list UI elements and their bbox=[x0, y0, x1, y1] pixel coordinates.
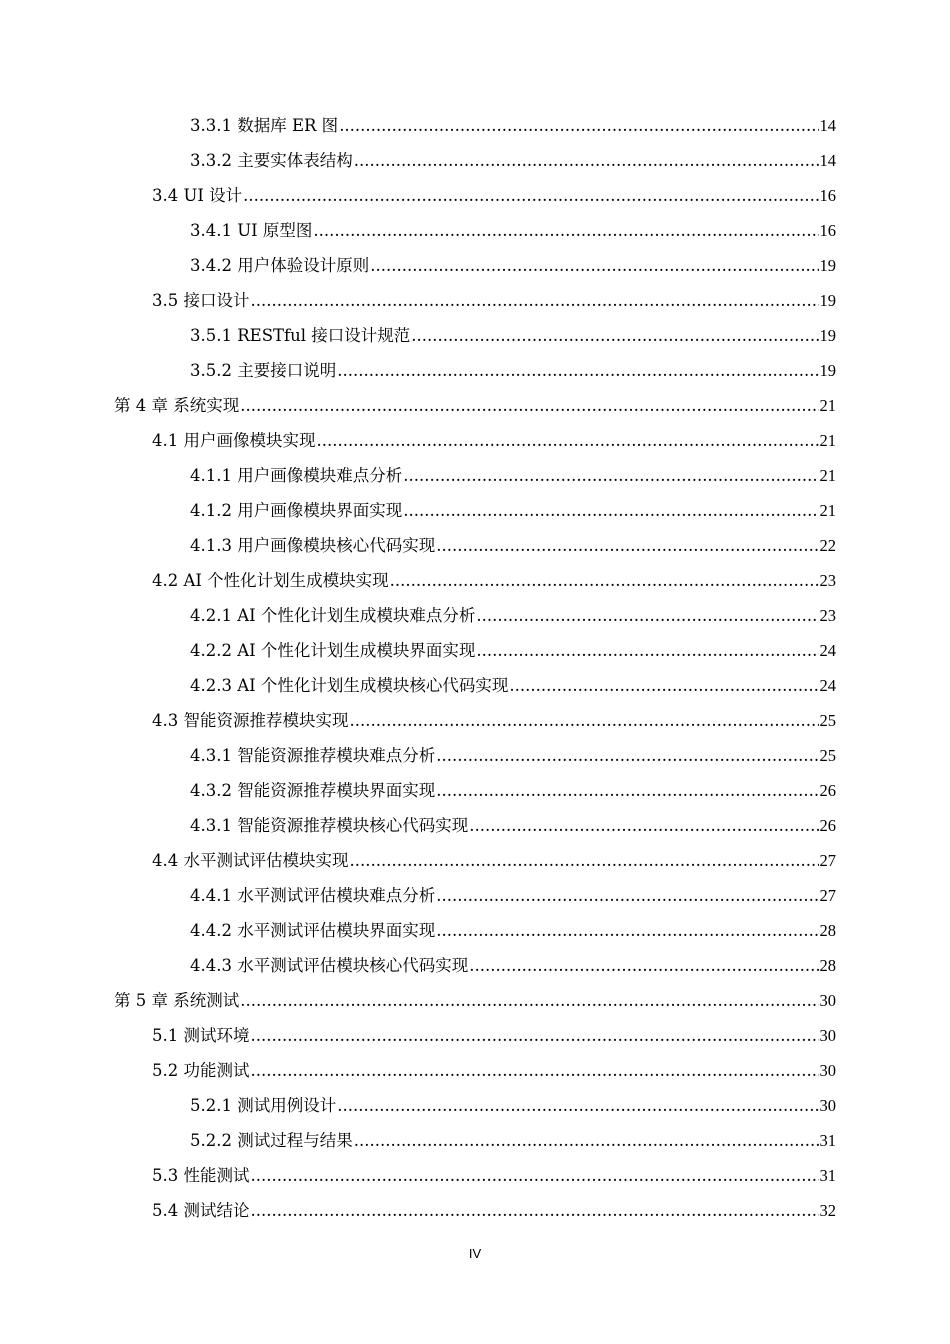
toc-entry-page: 19 bbox=[819, 291, 836, 310]
dot-leader bbox=[251, 1193, 819, 1228]
toc-entry-title: 4.1 用户画像模块实现 bbox=[152, 431, 316, 450]
toc-entry-title: 4.3 智能资源推荐模块实现 bbox=[152, 711, 349, 730]
toc-entry[interactable] bbox=[0, 633, 950, 668]
toc-entry-title: 4.3.2 智能资源推荐模块界面实现 bbox=[190, 781, 436, 800]
toc-entry-title: 5.2 功能测试 bbox=[152, 1061, 250, 1080]
toc-entry[interactable] bbox=[0, 1088, 950, 1123]
toc-entry-title: 4.4.1 水平测试评估模块难点分析 bbox=[190, 886, 436, 905]
toc-entry-title: 4.1.1 用户画像模块难点分析 bbox=[190, 466, 403, 485]
dot-leader bbox=[476, 633, 818, 668]
toc-entry[interactable] bbox=[0, 878, 950, 913]
toc-entry-page: 31 bbox=[819, 1131, 836, 1150]
toc-entry[interactable] bbox=[0, 108, 950, 143]
dot-leader bbox=[436, 878, 818, 913]
toc-entry-title: 5.2.1 测试用例设计 bbox=[190, 1096, 337, 1115]
dot-leader bbox=[469, 948, 818, 983]
toc-entry-title: 4.3.1 智能资源推荐模块核心代码实现 bbox=[190, 816, 469, 835]
toc-entry-title: 3.4.1 UI 原型图 bbox=[190, 221, 313, 240]
toc-entry[interactable] bbox=[0, 178, 950, 213]
toc-entry-title: 4.1.2 用户画像模块界面实现 bbox=[190, 501, 403, 520]
toc-entry-page: 30 bbox=[819, 1096, 836, 1115]
toc-entry-title: 4.4.2 水平测试评估模块界面实现 bbox=[190, 921, 436, 940]
dot-leader bbox=[240, 388, 818, 423]
toc-entry[interactable] bbox=[0, 738, 950, 773]
toc-entry-page: 26 bbox=[819, 816, 836, 835]
dot-leader bbox=[469, 808, 818, 843]
toc-entry-title: 5.1 测试环境 bbox=[152, 1026, 250, 1045]
toc-entry-title: 4.3.1 智能资源推荐模块难点分析 bbox=[190, 746, 436, 765]
toc-entry-page: 30 bbox=[819, 1061, 836, 1080]
toc-entry-title: 3.3.1 数据库 ER 图 bbox=[190, 116, 339, 135]
toc-entry-title: 第 5 章 系统测试 bbox=[114, 991, 240, 1010]
dot-leader bbox=[317, 423, 819, 458]
toc-entry[interactable] bbox=[0, 913, 950, 948]
page-number: IV bbox=[468, 1246, 482, 1261]
toc-entry-title: 5.3 性能测试 bbox=[152, 1166, 250, 1185]
toc-entry[interactable] bbox=[0, 528, 950, 563]
dot-leader bbox=[390, 563, 819, 598]
toc-entry-page: 30 bbox=[819, 991, 836, 1010]
dot-leader bbox=[251, 1158, 819, 1193]
toc-entry-page: 25 bbox=[819, 711, 836, 730]
toc-entry[interactable] bbox=[0, 1193, 950, 1228]
toc-entry[interactable] bbox=[0, 353, 950, 388]
toc-entry[interactable] bbox=[0, 563, 950, 598]
toc-entry-page: 32 bbox=[819, 1201, 836, 1220]
toc-entry[interactable] bbox=[0, 423, 950, 458]
dot-leader bbox=[251, 1053, 819, 1088]
toc-entry-title: 3.5.1 RESTful 接口设计规范 bbox=[190, 326, 411, 345]
dot-leader bbox=[436, 773, 818, 808]
dot-leader bbox=[251, 283, 819, 318]
dot-leader bbox=[370, 248, 818, 283]
toc-entry-page: 31 bbox=[819, 1166, 836, 1185]
dot-leader bbox=[354, 1123, 819, 1158]
table-of-contents bbox=[0, 108, 950, 1228]
dot-leader bbox=[509, 668, 818, 703]
toc-entry-title: 5.2.2 测试过程与结果 bbox=[190, 1131, 353, 1150]
toc-entry[interactable] bbox=[0, 843, 950, 878]
dot-leader bbox=[337, 353, 818, 388]
toc-entry-title: 4.2.3 AI 个性化计划生成模块核心代码实现 bbox=[190, 676, 509, 695]
toc-entry[interactable] bbox=[0, 388, 950, 423]
toc-entry-page: 14 bbox=[819, 151, 836, 170]
toc-entry[interactable] bbox=[0, 808, 950, 843]
toc-entry[interactable] bbox=[0, 458, 950, 493]
dot-leader bbox=[476, 598, 818, 633]
dot-leader bbox=[313, 213, 818, 248]
toc-entry[interactable] bbox=[0, 493, 950, 528]
dot-leader bbox=[436, 738, 818, 773]
toc-entry-title: 3.3.2 主要实体表结构 bbox=[190, 151, 353, 170]
dot-leader bbox=[243, 178, 818, 213]
dot-leader bbox=[350, 703, 819, 738]
toc-entry-page: 28 bbox=[819, 956, 836, 975]
dot-leader bbox=[339, 108, 818, 143]
toc-entry[interactable] bbox=[0, 773, 950, 808]
toc-entry-page: 26 bbox=[819, 781, 836, 800]
toc-entry-page: 19 bbox=[819, 361, 836, 380]
toc-entry-page: 21 bbox=[819, 466, 836, 485]
toc-entry-page: 27 bbox=[819, 851, 836, 870]
dot-leader bbox=[411, 318, 818, 353]
toc-entry-page: 24 bbox=[819, 676, 836, 695]
toc-entry[interactable] bbox=[0, 283, 950, 318]
dot-leader bbox=[436, 528, 818, 563]
dot-leader bbox=[354, 143, 819, 178]
toc-entry[interactable] bbox=[0, 318, 950, 353]
toc-entry[interactable] bbox=[0, 248, 950, 283]
dot-leader bbox=[403, 493, 818, 528]
toc-entry[interactable] bbox=[0, 668, 950, 703]
toc-entry-page: 30 bbox=[819, 1026, 836, 1045]
toc-entry-page: 21 bbox=[819, 396, 836, 415]
dot-leader bbox=[251, 1018, 819, 1053]
toc-entry-page: 16 bbox=[819, 186, 836, 205]
toc-entry-title: 4.2 AI 个性化计划生成模块实现 bbox=[152, 571, 389, 590]
toc-entry-title: 4.4 水平测试评估模块实现 bbox=[152, 851, 349, 870]
toc-entry-title: 3.5.2 主要接口说明 bbox=[190, 361, 337, 380]
toc-entry-page: 24 bbox=[819, 641, 836, 660]
toc-entry-title: 5.4 测试结论 bbox=[152, 1201, 250, 1220]
toc-entry-title: 4.1.3 用户画像模块核心代码实现 bbox=[190, 536, 436, 555]
toc-entry-page: 23 bbox=[819, 606, 836, 625]
toc-entry-page: 21 bbox=[819, 431, 836, 450]
toc-entry[interactable] bbox=[0, 1158, 950, 1193]
toc-entry-page: 19 bbox=[819, 326, 836, 345]
toc-entry[interactable] bbox=[0, 598, 950, 633]
toc-entry-page: 28 bbox=[819, 921, 836, 940]
toc-entry-title: 4.2.2 AI 个性化计划生成模块界面实现 bbox=[190, 641, 476, 660]
toc-entry-page: 19 bbox=[819, 256, 836, 275]
toc-entry-page: 25 bbox=[819, 746, 836, 765]
toc-entry-page: 23 bbox=[819, 571, 836, 590]
toc-entry-page: 27 bbox=[819, 886, 836, 905]
toc-entry[interactable] bbox=[0, 703, 950, 738]
toc-entry[interactable] bbox=[0, 1018, 950, 1053]
toc-entry-title: 第 4 章 系统实现 bbox=[114, 396, 240, 415]
toc-entry[interactable] bbox=[0, 983, 950, 1018]
dot-leader bbox=[337, 1088, 818, 1123]
toc-entry[interactable] bbox=[0, 143, 950, 178]
toc-entry-title: 3.5 接口设计 bbox=[152, 291, 250, 310]
toc-entry-title: 4.4.3 水平测试评估模块核心代码实现 bbox=[190, 956, 469, 975]
toc-entry-title: 3.4 UI 设计 bbox=[152, 186, 243, 205]
toc-entry[interactable] bbox=[0, 1053, 950, 1088]
toc-entry[interactable] bbox=[0, 948, 950, 983]
toc-entry-title: 4.2.1 AI 个性化计划生成模块难点分析 bbox=[190, 606, 476, 625]
toc-entry-page: 22 bbox=[819, 536, 836, 555]
toc-entry[interactable] bbox=[0, 213, 950, 248]
toc-entry-title: 3.4.2 用户体验设计原则 bbox=[190, 256, 370, 275]
dot-leader bbox=[240, 983, 818, 1018]
toc-entry-page: 21 bbox=[819, 501, 836, 520]
toc-entry[interactable] bbox=[0, 1123, 950, 1158]
dot-leader bbox=[403, 458, 818, 493]
dot-leader bbox=[436, 913, 818, 948]
toc-entry-page: 16 bbox=[819, 221, 836, 240]
toc-entry-page: 14 bbox=[819, 116, 836, 135]
dot-leader bbox=[350, 843, 819, 878]
